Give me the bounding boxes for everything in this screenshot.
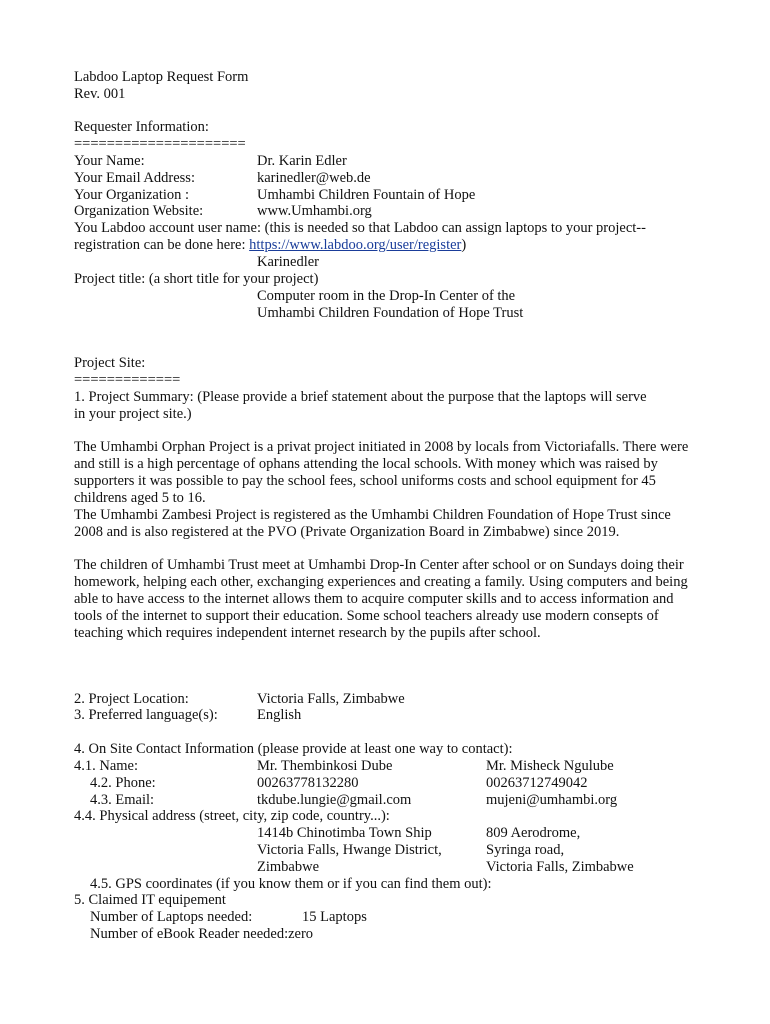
address-1-line3: Zimbabwe: [257, 859, 320, 875]
address-2-line1: 809 Aerodrome,: [486, 825, 581, 841]
language-label: 3. Preferred language(s):: [74, 707, 218, 723]
equipment-heading: 5. Claimed IT equipement: [74, 892, 226, 908]
email-label: Your Email Address:: [74, 170, 195, 186]
contact-name-1: Mr. Thembinkosi Dube: [257, 758, 393, 774]
website-value: www.Umhambi.org: [257, 203, 372, 219]
site-heading: Project Site:: [74, 355, 146, 371]
summary-prompt-line1: 1. Project Summary: (Please provide a brief statement about the purpose that the laptops will serve: [74, 389, 647, 405]
address-1-line1: 1414b Chinotimba Town Ship: [257, 825, 432, 841]
registration-suffix: ): [461, 237, 467, 253]
location-value: Victoria Falls, Zimbabwe: [257, 691, 405, 707]
ebook-line: [90, 926, 313, 943]
contact-heading: 4. On Site Contact Information (please provide at least one way to contact):: [74, 741, 513, 757]
summary-paragraph-3: The children of Umhambi Trust meet at Umhambi Drop-In Center after school or on Sundays doing their homework, helping each other, exchanging experiences and creating a family. Using computers and being able to have access to the internet allows them to acquire computer skills and to access information and tools of the internet to support their education. Some school teachers already use modern consepts of teaching which requires independent internet research by the pupils after school.: [74, 557, 688, 641]
account-instructions: You Labdoo account user name: (this is needed so that Labdoo can assign laptops to your project--: [74, 220, 646, 236]
address-1-line2: Victoria Falls, Hwange District,: [257, 842, 442, 858]
account-username-value: Karinedler: [257, 254, 319, 270]
contact-phone-label: 4.2. Phone:: [90, 775, 156, 791]
summary-paragraph-2: The Umhambi Zambesi Project is registered as the Umhambi Children Foundation of Hope Trust since 2008 and is also registered at the PVO (Private Organization Board in Zimbabwe) since 2019.: [74, 507, 671, 540]
ebook-value: zero: [288, 926, 314, 942]
summary-paragraph-1: The Umhambi Orphan Project is a privat project initiated in 2008 by locals from Victoriafalls. There were and still is a high percentage of ophans attending the local schools. With money which was raised by supporters it was possible to pay the school fees, school uniforms costs and school equipment for 45 childrens aged 5 to 16.: [74, 439, 689, 506]
ebook-label: Number of eBook Reader needed:: [90, 926, 289, 942]
contact-email-2: mujeni@umhambi.org: [486, 792, 618, 808]
contact-email-1: tkdube.lungie@gmail.com: [257, 792, 412, 808]
website-label: Organization Website:: [74, 203, 204, 219]
contact-name-label: 4.1. Name:: [74, 758, 139, 774]
project-title-line2: Umhambi Children Foundation of Hope Trust: [257, 305, 524, 321]
site-underline: =============: [74, 372, 181, 388]
requester-heading: Requester Information:: [74, 119, 209, 135]
registration-prefix: registration can be done here:: [74, 237, 250, 253]
form-revision: Rev. 001: [74, 86, 126, 102]
address-2-line2: Syringa road,: [486, 842, 565, 858]
form-title: Labdoo Laptop Request Form: [74, 69, 249, 85]
contact-name-2: Mr. Misheck Ngulube: [486, 758, 614, 774]
laptops-value: 15 Laptops: [302, 909, 367, 925]
registration-line: [74, 237, 466, 254]
language-value: English: [257, 707, 302, 723]
contact-phone-1: 00263778132280: [257, 775, 359, 791]
name-value: Dr. Karin Edler: [257, 153, 347, 169]
contact-phone-2: 00263712749042: [486, 775, 588, 791]
laptops-label: Number of Laptops needed:: [90, 909, 253, 925]
email-value: karinedler@web.de: [257, 170, 371, 186]
requester-underline: =====================: [74, 136, 246, 152]
contact-email-label: 4.3. Email:: [90, 792, 155, 808]
organization-value: Umhambi Children Fountain of Hope: [257, 187, 476, 203]
project-title-label: Project title: (a short title for your project): [74, 271, 319, 287]
organization-label: Your Organization :: [74, 187, 190, 203]
summary-prompt-line2: in your project site.): [74, 406, 192, 422]
location-label: 2. Project Location:: [74, 691, 189, 707]
address-label: 4.4. Physical address (street, city, zip code, country...):: [74, 808, 390, 824]
address-2-line3: Victoria Falls, Zimbabwe: [486, 859, 634, 875]
name-label: Your Name:: [74, 153, 145, 169]
registration-link[interactable]: https://www.labdoo.org/user/register: [249, 237, 462, 253]
project-title-line1: Computer room in the Drop-In Center of the: [257, 288, 516, 304]
gps-label: 4.5. GPS coordinates (if you know them or if you can find them out):: [90, 876, 492, 892]
